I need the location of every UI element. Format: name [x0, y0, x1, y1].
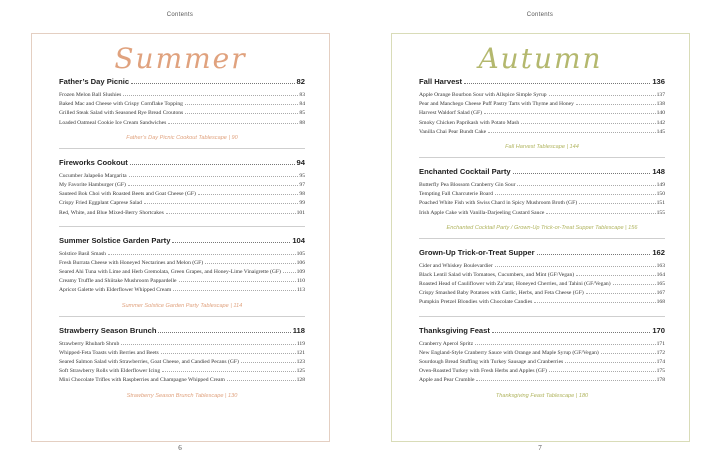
dot-leader [172, 242, 290, 243]
recipe-title: Cranberry Aperol Spritz [419, 340, 474, 347]
dot-leader [166, 213, 296, 214]
contents-frame [31, 33, 330, 442]
recipe-title: Seared Ahi Tuna with Lime and Herb Gremolata, Green Grapes, and Honey-Lime Vinaigrette (GF) [59, 269, 281, 276]
recipe-title: Butterfly Pea Blossom Cranberry Gin Sour [419, 181, 516, 188]
dot-leader [546, 213, 655, 214]
recipe-title: Oven-Roasted Turkey with Fresh Herbs and Apples (GF) [419, 368, 547, 375]
recipe-title: Cucumber Jalapeño Margarita [59, 172, 127, 179]
recipe-page-number: 99 [299, 200, 305, 207]
recipe-entry[interactable] [59, 110, 305, 119]
section-title: Strawberry Season Brunch [59, 325, 157, 335]
section-heading[interactable] [419, 326, 665, 337]
dot-leader [179, 281, 296, 282]
dot-leader [565, 362, 655, 363]
section-page-number: 118 [292, 325, 305, 335]
contents-list [59, 77, 305, 399]
recipe-title: Crispy Smashed Baby Potatoes with Garlic, Herbs, and Feta Cheese (GF) [419, 290, 584, 297]
recipe-page-number: 113 [296, 287, 305, 294]
recipe-entry[interactable] [419, 350, 665, 359]
recipe-page-number: 85 [299, 110, 305, 117]
dot-leader [131, 83, 294, 84]
dot-leader [144, 203, 298, 204]
dot-leader [130, 164, 295, 165]
dot-leader [123, 95, 298, 96]
recipe-page-number: 110 [296, 278, 305, 285]
recipe-page-number: 125 [296, 368, 305, 375]
recipe-page-number: 119 [296, 340, 305, 347]
dot-leader [475, 344, 656, 345]
recipe-entry[interactable] [59, 191, 305, 200]
recipe-page-number: 168 [656, 299, 665, 306]
section-title: Thanksgiving Feast [419, 325, 490, 335]
dot-leader [185, 104, 298, 105]
section-page-number: 170 [652, 325, 665, 335]
recipe-page-number: 142 [656, 119, 665, 126]
dot-leader [484, 113, 656, 114]
contents-section [59, 158, 305, 219]
dot-leader [601, 353, 656, 354]
recipe-entry[interactable] [59, 173, 305, 182]
recipe-page-number: 128 [296, 377, 305, 384]
recipe-entry[interactable] [419, 281, 665, 290]
dot-leader [586, 293, 656, 294]
dot-leader [128, 185, 299, 186]
dot-leader [521, 123, 655, 124]
dot-leader [534, 302, 655, 303]
recipe-page-number: 88 [299, 119, 305, 126]
recipe-title: Apricot Galette with Elderflower Whipped Cream [59, 287, 172, 294]
recipe-entry[interactable] [59, 260, 305, 269]
tablescape-entry[interactable]: Strawberry Season Brunch Tablescape | 130 [126, 392, 238, 399]
section-page-number: 104 [292, 235, 305, 245]
section-heading[interactable] [59, 77, 305, 88]
recipe-entry[interactable] [419, 129, 665, 138]
recipe-page-number: 151 [656, 200, 665, 207]
recipe-title: Irish Apple Cake with Vanilla-Darjeeling Custard Sauce [419, 209, 545, 216]
recipe-entry[interactable] [59, 368, 305, 377]
recipe-title: Sauteed Bok Choi with Roasted Beets and Goat Cheese (GF) [59, 191, 196, 198]
tablescape-entry[interactable]: Thanksgiving Feast Tablescape | 180 [495, 392, 589, 399]
dot-leader [476, 380, 655, 381]
recipe-entry[interactable] [419, 290, 665, 299]
contents-section [59, 77, 305, 141]
dot-leader [161, 353, 296, 354]
recipe-page-number: 178 [656, 377, 665, 384]
dot-leader [185, 113, 298, 114]
dot-leader [513, 173, 651, 174]
recipe-entry[interactable] [419, 263, 665, 272]
dot-leader [241, 362, 296, 363]
contents-section [419, 326, 665, 399]
section-divider [419, 238, 665, 239]
recipe-entry[interactable] [59, 350, 305, 359]
recipe-title: Pear and Manchego Cheese Puff Pastry Tarts with Thyme and Honey [419, 101, 574, 108]
dot-leader [492, 332, 650, 333]
recipe-entry[interactable] [59, 182, 305, 191]
dot-leader [579, 203, 656, 204]
recipe-title: Whipped-Feta Toasts with Berries and Beets [59, 349, 159, 356]
section-page-number: 148 [652, 166, 665, 176]
recipe-page-number: 109 [296, 269, 305, 276]
section-title: Grown-Up Trick-or-Treat Supper [419, 247, 535, 257]
recipe-page-number: 98 [299, 191, 305, 198]
dot-leader [283, 272, 296, 273]
recipe-entry[interactable] [59, 269, 305, 278]
recipe-entry[interactable] [419, 359, 665, 368]
recipe-page-number: 163 [656, 262, 665, 269]
tablescape-entry[interactable]: Father’s Day Picnic Cookout Tablescape | 90 [126, 134, 238, 141]
recipe-title: Pumpkin Pretzel Blondies with Chocolate Candies [419, 299, 533, 306]
recipe-title: Cider and Whiskey Boulevardier [419, 262, 493, 269]
section-page-number: 82 [296, 77, 305, 86]
contents-frame [391, 33, 690, 442]
recipe-page-number: 167 [656, 290, 665, 297]
section-title: Fireworks Cookout [59, 157, 128, 167]
dot-leader [162, 371, 295, 372]
recipe-title: Creamy Truffle and Shiitake Mushroom Pappardelle [59, 278, 177, 285]
section-heading[interactable] [59, 236, 305, 247]
right-page [360, 0, 720, 466]
recipe-title: Frozen Melon Ball Slushies [59, 92, 122, 98]
season-title: Autumn [478, 42, 603, 75]
recipe-title: Tempting Fall Charcuterie Board [419, 191, 494, 198]
recipe-page-number: 84 [299, 101, 305, 108]
recipe-entry[interactable] [419, 299, 665, 308]
dot-leader [173, 290, 296, 291]
recipe-title: Fresh Burrata Cheese with Honeyed Nectarines and Melon (GF) [59, 259, 204, 266]
recipe-entry[interactable] [59, 92, 305, 101]
recipe-page-number: 97 [299, 181, 305, 188]
recipe-title: Poached White Fish with Swiss Chard in Spicy Mushroom Broth (GF) [419, 200, 578, 207]
contents-section [419, 248, 665, 309]
dot-leader [227, 380, 296, 381]
tablescape-entry[interactable]: Fall Harvest Tablescape | 144 [505, 143, 579, 150]
recipe-entry[interactable] [419, 272, 665, 281]
recipe-entry[interactable] [59, 251, 305, 260]
recipe-page-number: 145 [656, 128, 665, 135]
recipe-entry[interactable] [59, 210, 305, 219]
dot-leader [108, 254, 296, 255]
dot-leader [549, 371, 656, 372]
contents-list [419, 77, 665, 399]
section-heading[interactable] [59, 158, 305, 169]
dot-leader [121, 344, 296, 345]
recipe-page-number: 137 [656, 92, 665, 98]
dot-leader [537, 254, 651, 255]
contents-section [59, 236, 305, 309]
dot-leader [168, 123, 298, 124]
season-title: Summer [114, 42, 247, 75]
dot-leader [488, 132, 655, 133]
recipe-page-number: 123 [296, 359, 305, 365]
section-page-number: 136 [652, 77, 665, 86]
recipe-entry[interactable] [419, 92, 665, 101]
contents-section [419, 167, 665, 231]
recipe-entry[interactable] [419, 368, 665, 377]
recipe-title: Apple and Pear Crumble [419, 377, 475, 384]
recipe-title: Baked Mac and Cheese with Crispy Cornflake Topping [59, 101, 183, 108]
recipe-page-number: 150 [656, 191, 665, 198]
section-heading[interactable] [419, 77, 665, 88]
recipe-entry[interactable] [59, 101, 305, 110]
tablescape-entry[interactable]: Enchanted Cocktail Party / Grown-Up Trick-or-Treat Supper Tablescape | 156 [446, 224, 638, 231]
dot-leader [464, 83, 650, 84]
recipe-entry[interactable] [59, 200, 305, 209]
recipe-title: Harvest Waldorf Salad (GF) [419, 110, 482, 117]
recipe-title: Smoky Chicken Paprikash with Potato Mash [419, 119, 520, 126]
section-divider [419, 316, 665, 317]
recipe-title: Strawberry Rhubarb Shrub [59, 340, 120, 347]
section-title: Fall Harvest [419, 77, 463, 86]
running-head: Contents [166, 12, 194, 18]
running-head: Contents [526, 12, 554, 18]
dot-leader [495, 194, 656, 195]
contents-section [419, 77, 665, 150]
recipe-page-number: 83 [299, 92, 305, 98]
tablescape-entry[interactable]: Summer Solstice Garden Party Tablescape | 114 [121, 302, 243, 309]
recipe-title: Sourdough Bread Stuffing with Turkey Sausage and Cranberries [419, 359, 564, 365]
dot-leader [129, 176, 299, 177]
recipe-page-number: 165 [656, 281, 665, 288]
recipe-title: Seared Salmon Salad with Strawberries, Goat Cheese, and Candied Pecans (GF) [59, 359, 239, 365]
section-title: Enchanted Cocktail Party [419, 166, 511, 176]
section-heading[interactable] [59, 326, 305, 337]
section-divider [419, 157, 665, 158]
recipe-page-number: 138 [656, 101, 665, 108]
dot-leader [495, 266, 656, 267]
recipe-entry[interactable] [419, 120, 665, 129]
recipe-title: Crispy Fried Eggplant Caprese Salad [59, 200, 142, 207]
dot-leader [549, 95, 656, 96]
recipe-title: Black Lentil Salad with Tomatoes, Cucumbers, and Mint (GF/Vegan) [419, 271, 575, 278]
section-divider [59, 316, 305, 317]
page-number: 6 [178, 444, 182, 452]
recipe-entry[interactable] [419, 110, 665, 119]
recipe-entry[interactable] [419, 341, 665, 350]
recipe-page-number: 101 [296, 209, 305, 216]
section-title: Father’s Day Picnic [59, 77, 130, 86]
recipe-entry[interactable] [59, 377, 305, 386]
recipe-entry[interactable] [419, 182, 665, 191]
section-heading[interactable] [419, 248, 665, 259]
section-title: Summer Solstice Garden Party [59, 235, 171, 245]
section-heading[interactable] [419, 167, 665, 178]
recipe-entry[interactable] [59, 359, 305, 368]
recipe-page-number: 121 [296, 349, 305, 356]
recipe-title: Roasted Head of Cauliflower with Za’atar, Honeyed Cherries, and Tahini (GF/Vegan) [419, 281, 611, 288]
dot-leader [576, 104, 656, 105]
recipe-entry[interactable] [419, 210, 665, 219]
recipe-page-number: 164 [656, 271, 665, 278]
section-divider [59, 148, 305, 149]
recipe-title: Red, White, and Blue Mixed-Berry Shortcakes [59, 209, 164, 216]
recipe-title: Vanilla Chai Pear Bundt Cake [419, 128, 487, 135]
recipe-entry[interactable] [59, 341, 305, 350]
recipe-title: Mini Chocolate Trifles with Raspberries and Champagne Whipped Cream [59, 377, 225, 384]
recipe-entry[interactable] [59, 287, 305, 296]
dot-leader [198, 194, 299, 195]
dot-leader [158, 332, 290, 333]
recipe-page-number: 175 [656, 368, 665, 375]
recipe-title: Grilled Steak Salad with Seasoned Rye Bread Croutons [59, 110, 184, 117]
recipe-page-number: 140 [656, 110, 665, 117]
recipe-page-number: 95 [299, 172, 305, 179]
recipe-entry[interactable] [419, 200, 665, 209]
dot-leader [205, 263, 295, 264]
section-divider [59, 226, 305, 227]
recipe-page-number: 149 [656, 181, 665, 188]
dot-leader [576, 275, 655, 276]
recipe-title: Solstice Basil Smash [59, 250, 106, 257]
recipe-entry[interactable] [59, 120, 305, 129]
dot-leader [517, 185, 655, 186]
recipe-page-number: 171 [656, 340, 665, 347]
contents-section [59, 326, 305, 399]
recipe-entry[interactable] [419, 191, 665, 200]
recipe-title: Soft Strawberry Rolls with Elderflower Icing [59, 368, 161, 375]
recipe-page-number: 106 [296, 259, 305, 266]
recipe-page-number: 155 [656, 209, 665, 216]
recipe-title: My Favorite Hamburger (GF) [59, 181, 126, 188]
recipe-title: Loaded Oatmeal Cookie Ice Cream Sandwiches [59, 119, 167, 126]
section-page-number: 94 [296, 157, 305, 167]
recipe-entry[interactable] [419, 377, 665, 386]
recipe-page-number: 105 [296, 250, 305, 257]
recipe-entry[interactable] [419, 101, 665, 110]
recipe-title: New England-Style Cranberry Sauce with Orange and Maple Syrup (GF/Vegan) [419, 349, 599, 356]
page-number: 7 [538, 444, 542, 452]
recipe-page-number: 172 [656, 349, 665, 356]
section-page-number: 162 [652, 247, 665, 257]
dot-leader [613, 284, 656, 285]
recipe-page-number: 174 [656, 359, 665, 365]
recipe-title: Apple Orange Bourbon Sour with Allspice Simple Syrup [419, 92, 547, 98]
